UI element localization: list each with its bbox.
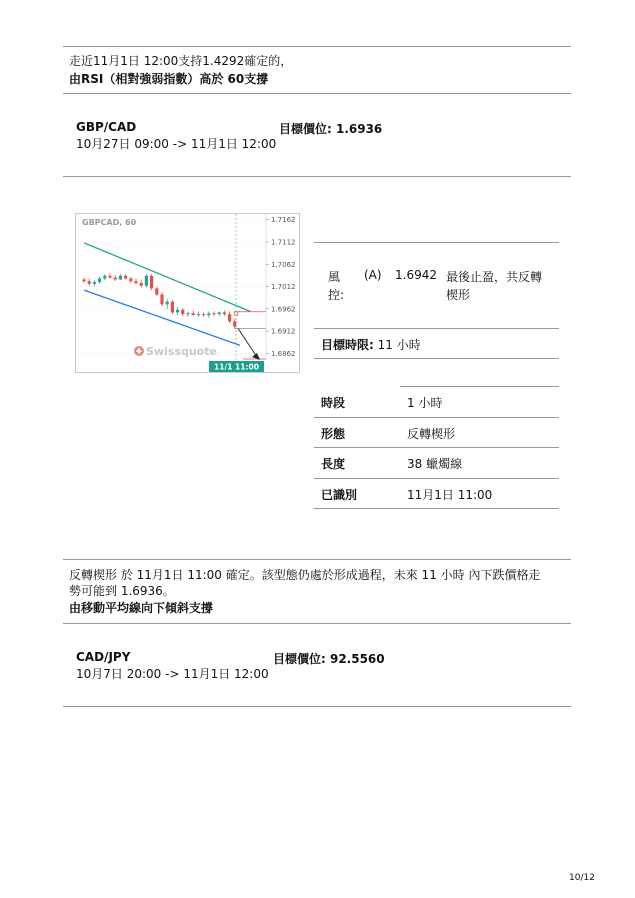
support-note-2: 由移動平均線向下傾斜支撐 [69, 601, 214, 615]
target-time-label: 目標時限: [321, 338, 374, 352]
detail-label: 形態 [321, 426, 346, 441]
divider [63, 176, 571, 177]
time-badge-label: 11/1 11:00 [214, 362, 259, 372]
target-time-value: 11 小時 [377, 338, 421, 352]
detail-value: 反轉楔形 [407, 426, 456, 441]
candle-body [134, 281, 137, 283]
detail-value: 1 小時 [407, 396, 443, 410]
candle-body [181, 310, 184, 314]
divider [314, 328, 559, 329]
candle-body [140, 283, 143, 286]
candle-body [114, 278, 117, 280]
candle-body [176, 310, 179, 313]
divider [63, 706, 571, 707]
risk-code: (A) [364, 268, 382, 282]
summary-line: 走近11月1日 12:00支持1.4292確定的， [69, 54, 293, 68]
y-tick-label: 1.6912 [271, 327, 296, 336]
candle-body [145, 276, 148, 286]
divider [63, 623, 571, 624]
price-chart [75, 213, 300, 373]
candle-body [108, 276, 111, 278]
candle-body [129, 279, 132, 282]
date-range: 10月27日 09:00 -> 11月1日 12:00 [76, 137, 277, 151]
risk-value: 1.6942 [395, 268, 437, 282]
target-time [321, 336, 421, 353]
detail-label: 長度 [321, 457, 346, 471]
y-tick-label: 1.7012 [271, 283, 296, 292]
candle-body [218, 312, 221, 314]
candle-body [119, 276, 122, 280]
detail-value: 11月1日 11:00 [407, 487, 493, 502]
support-note: 由RSI（相對強弱指數）高於 60支撐 [69, 72, 269, 86]
chart-canvas [76, 214, 299, 372]
candle-body [197, 314, 200, 315]
target-price-2: 目標價位: 92.5560 [273, 652, 385, 666]
y-tick-label: 1.7112 [271, 238, 296, 247]
candle-body [233, 321, 236, 326]
divider [400, 386, 559, 387]
candle-body [150, 276, 153, 288]
detail-label: 時段 [321, 396, 346, 410]
detail-value: 38 蠟燭線 [407, 457, 463, 471]
page-number: 10/12 [569, 873, 595, 883]
divider [63, 93, 571, 94]
risk-description: 最後止盈，共反轉楔形 [446, 270, 543, 302]
candle-body [82, 279, 85, 281]
risk-label: 風控: [328, 270, 345, 302]
logo-text: Swissquote [146, 345, 217, 358]
pattern-paragraph-line1: 反轉楔形 於 11月1日 11:00 確定。該型態仍處於形成過程，未來 11 小時 內下跌價格走 [69, 568, 541, 582]
projection-arrow [238, 328, 257, 357]
divider [314, 417, 559, 418]
divider [314, 508, 559, 509]
candle-body [160, 295, 163, 305]
candle-body [223, 312, 226, 314]
divider [314, 478, 559, 479]
candle-body [103, 276, 106, 279]
detail-label: 已識別 [321, 487, 358, 502]
candle-body [171, 302, 174, 313]
candle-body [124, 276, 127, 279]
candle-body [207, 313, 210, 315]
candle-body [212, 313, 215, 314]
divider [314, 447, 559, 448]
divider [63, 559, 571, 560]
currency-pair: GBP/CAD [76, 120, 137, 134]
date-range-2: 10月7日 20:00 -> 11月1日 12:00 [76, 667, 269, 681]
candle-body [228, 314, 231, 321]
candle-body [202, 314, 205, 315]
candle-body [98, 279, 101, 283]
y-tick-label: 1.6862 [271, 349, 296, 358]
candle-body [192, 313, 195, 315]
y-tick-label: 1.6962 [271, 305, 296, 314]
swissquote-logo [134, 345, 217, 358]
currency-pair-2: CAD/JPY [76, 650, 131, 664]
divider [314, 358, 559, 359]
target-price: 目標價位: 1.6936 [279, 122, 383, 136]
chart-symbol: GBPCAD, 60 [82, 218, 137, 227]
candle-body [93, 282, 96, 284]
candle-body [88, 281, 91, 284]
candle-body [186, 313, 189, 314]
candle-body [166, 302, 169, 305]
pattern-paragraph-line2: 勢可能到 1.6936。 [69, 584, 175, 598]
divider [314, 242, 559, 243]
divider [63, 46, 571, 47]
candle-body [155, 288, 158, 294]
y-tick-label: 1.7162 [271, 216, 296, 225]
y-tick-label: 1.7062 [271, 260, 296, 269]
